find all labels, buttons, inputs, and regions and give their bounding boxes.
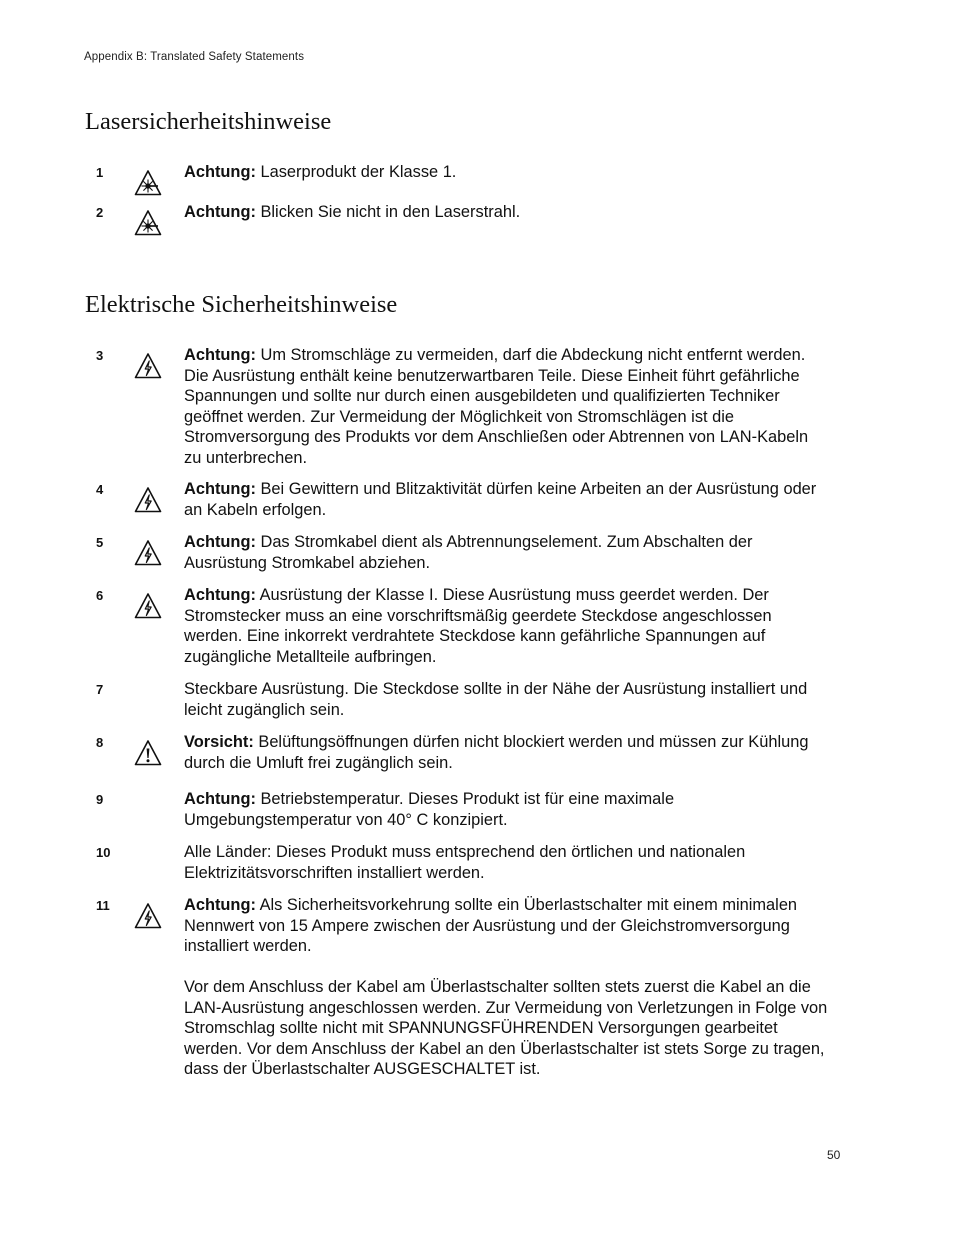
running-header: Appendix B: Translated Safety Statements <box>84 51 305 63</box>
section-heading-laser: Lasersicherheitshinweise <box>85 108 332 135</box>
statement-text <box>184 732 829 773</box>
electrical-hazard-icon <box>134 539 162 567</box>
statement-text <box>184 479 829 520</box>
caution-exclamation-icon <box>134 739 162 767</box>
statement-body: Um Stromschläge zu vermeiden, darf die Abdeckung nicht entfernt werden. Die Ausrüstung enthält keine benutzerwartbaren Teile. Diese Einheit führt gefährliche Spannungen und sollte nur durch einen ausgebildeten und qualifizierten Techniker geöffnet werden. Zur Vermeidung der Möglichkeit von Stromschlägen ist die Stromversorgung des Produkts vor dem Anschließen oder Abtrennen von LAN-Kabeln zu unterbrechen. <box>184 346 809 467</box>
statement-paragraph <box>184 895 829 957</box>
laser-warning-icon <box>134 209 162 237</box>
statement-body: Steckbare Ausrüstung. Die Steckdose sollte in der Nähe der Ausrüstung installiert und leicht zugänglich sein. <box>184 680 808 719</box>
electrical-hazard-icon <box>134 352 162 380</box>
statement-text <box>184 202 829 223</box>
statement-text <box>184 345 829 468</box>
statement-number: 4 <box>96 482 104 497</box>
statement-number: 5 <box>96 535 104 550</box>
electrical-hazard-icon <box>134 902 162 930</box>
statement-body: Laserprodukt der Klasse 1. <box>255 163 457 181</box>
statement-body: Das Stromkabel dient als Abtrennungselement. Zum Abschalten der Ausrüstung Stromkabel abziehen. <box>184 533 753 572</box>
page-number: 50 <box>827 1148 841 1162</box>
statement-body: Belüftungsöffnungen dürfen nicht blockiert werden und müssen zur Kühlung durch die Umluft frei zugänglich sein. <box>184 733 809 772</box>
statement-number: 7 <box>96 682 104 697</box>
electrical-hazard-icon <box>134 486 162 514</box>
statement-text <box>184 895 829 1080</box>
statement-paragraph-extra: Vor dem Anschluss der Kabel am Überlastschalter sollten stets zuerst die Kabel an die LAN-Ausrüstung angeschlossen werden. Zur Vermeidung von Verletzungen in Folge von Stromschlag sollte nicht mit SPANNUNGSFÜHRENDEN Versorgungen gearbeitet werden. Vor dem Anschluss der Kabel an den Überlastschalter ist stets Sorge zu tragen, dass der Überlastschalter AUSGESCHALTET ist. <box>184 978 828 1078</box>
statement-label: Achtung: <box>184 163 256 181</box>
statement-text <box>184 842 829 883</box>
statement-label: Achtung: <box>184 203 256 221</box>
statement-body: Ausrüstung der Klasse I. Diese Ausrüstung muss geerdet werden. Der Stromstecker muss an eine vorschriftsmäßig geerdete Steckdose angeschlossen werden. Eine inkorrekt verdrahtete Steckdose kann gefährliche Spannungen auf zugängliche Metallteile aufbringen. <box>184 586 772 666</box>
statement-number: 11 <box>96 898 110 913</box>
statement-text <box>184 585 829 667</box>
statement-number: 10 <box>96 845 111 860</box>
statement-number: 8 <box>96 735 104 750</box>
statement-label: Achtung: <box>184 533 256 551</box>
electrical-hazard-icon <box>134 592 162 620</box>
statement-body: Bei Gewittern und Blitzaktivität dürfen keine Arbeiten an der Ausrüstung oder an Kabeln erfolgen. <box>184 480 817 519</box>
statement-label: Vorsicht: <box>184 733 254 751</box>
statement-text <box>184 532 829 573</box>
statement-number: 1 <box>96 165 104 180</box>
statement-label: Achtung: <box>184 586 256 604</box>
statement-body: Betriebstemperatur. Dieses Produkt ist für eine maximale Umgebungstemperatur von 40° C konzipiert. <box>184 790 675 829</box>
statement-body: Als Sicherheitsvorkehrung sollte ein Überlastschalter mit einem minimalen Nennwert von 15 Ampere zwischen der Ausrüstung und der Gleichstromversorgung installiert werden. <box>184 896 798 955</box>
statement-number: 2 <box>96 205 104 220</box>
statement-label: Achtung: <box>184 790 256 808</box>
statement-label: Achtung: <box>184 896 256 914</box>
statement-label: Achtung: <box>184 480 256 498</box>
statement-number: 3 <box>96 348 104 363</box>
statement-number: 9 <box>96 792 104 807</box>
statement-label: Achtung: <box>184 346 256 364</box>
statement-body: Blicken Sie nicht in den Laserstrahl. <box>255 203 521 221</box>
statement-number: 6 <box>96 588 104 603</box>
statement-body: Alle Länder: Dieses Produkt muss entsprechend den örtlichen und nationalen Elektrizitätsvorschriften installiert werden. <box>184 843 746 882</box>
section-heading-electrical: Elektrische Sicherheitshinweise <box>85 291 398 318</box>
statement-text <box>184 162 829 183</box>
laser-warning-icon <box>134 169 162 197</box>
statement-text <box>184 679 829 720</box>
statement-text <box>184 789 829 830</box>
